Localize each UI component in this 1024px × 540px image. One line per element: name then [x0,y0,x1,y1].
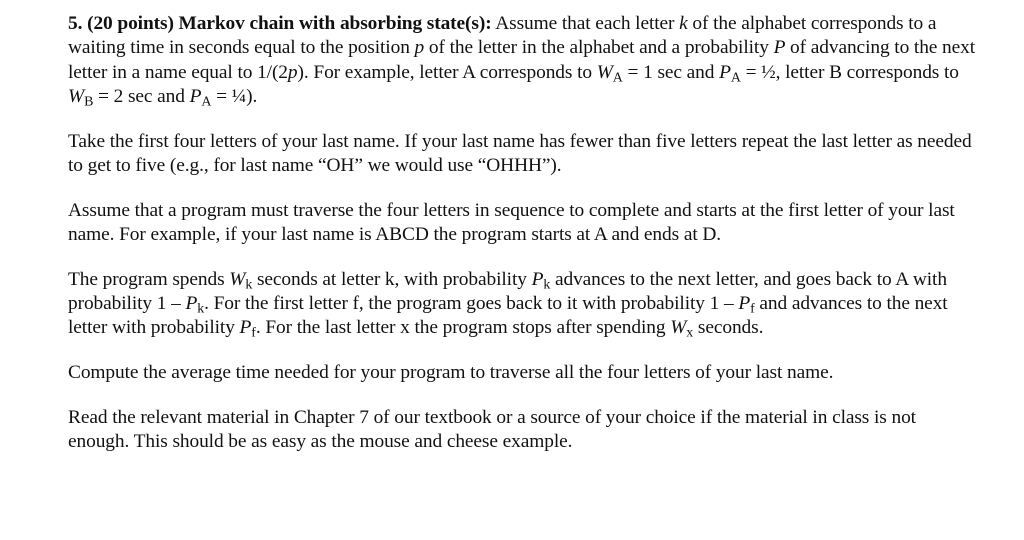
text-run: . For the last letter x the program stops after spending [255,317,671,339]
text-run: advances to the next letter, and goes back to A with probability 1 – [68,268,947,315]
var-k: k [679,13,688,34]
var-P: P [531,268,544,290]
task-paragraph: Compute the average time needed for your program to traverse all the four letters of your last name. [68,362,834,384]
var-P: P [738,293,751,315]
var-p: p [287,61,298,83]
text-run: Assume that each letter [491,13,680,34]
text-run: = ½, letter B corresponds to [740,61,959,83]
subscript: A [730,70,741,86]
var-P: P [773,37,786,59]
text-run: seconds at letter k, with probability [252,268,532,290]
text-run: and advances to the next letter with probability [68,293,948,339]
text-run: . For the first letter f, the program goes back to it with probability 1 – [204,293,739,315]
last-name-instruction-paragraph: Take the first four letters of your last name. If your last name has fewer than five letters repeat the last letter as needed to get to five (e.g., for last name “OH” we would use “OHHH”). [68,130,972,176]
transition-rules-paragraph [68,268,976,341]
text-run: of the letter in the alphabet and a probability [424,37,774,59]
var-P: P [189,85,202,107]
var-P: P [185,293,198,315]
subscript: A [612,70,623,86]
subscript: f [251,325,256,341]
subscript: f [750,301,755,317]
var-W: W [229,268,246,290]
text-run: The program spends [68,268,230,290]
var-W: W [68,85,85,107]
traversal-assumption-paragraph: Assume that a program must traverse the four letters in sequence to complete and starts at the first letter of your last name. For example, if your last name is ABCD the program starts at A and ends at D. [68,199,955,246]
subscript: x [686,325,694,341]
subscript: k [245,277,253,293]
problem-heading: 5. (20 points) Markov chain with absorbing state(s): [68,13,492,34]
reading-hint-paragraph: Read the relevant material in Chapter 7 of our textbook or a source of your choice if the material in class is not enough. This should be as easy as the mouse and cheese example. [68,407,916,453]
text-run: seconds. [693,317,764,339]
text-run: ). For example, letter A corresponds to [297,61,597,83]
subscript: A [201,94,212,110]
var-W: W [670,317,687,339]
var-W: W [596,61,613,83]
subscript: B [84,94,94,110]
text-run: = 1 sec and [622,61,720,83]
problem-statement-paragraph [68,12,976,109]
problem-document [68,12,976,475]
var-P: P [239,317,252,339]
text-run: of advancing to the next letter in a name equal to 1/(2 [68,37,976,83]
subscript: k [197,301,205,317]
text-run: of the alphabet corresponds to a waiting time in seconds equal to the position [68,13,937,59]
var-p: p [414,37,425,59]
var-P: P [719,61,731,83]
text-run: = 2 sec and [93,85,190,107]
subscript: k [543,277,551,293]
text-run: = ¼). [211,85,258,107]
